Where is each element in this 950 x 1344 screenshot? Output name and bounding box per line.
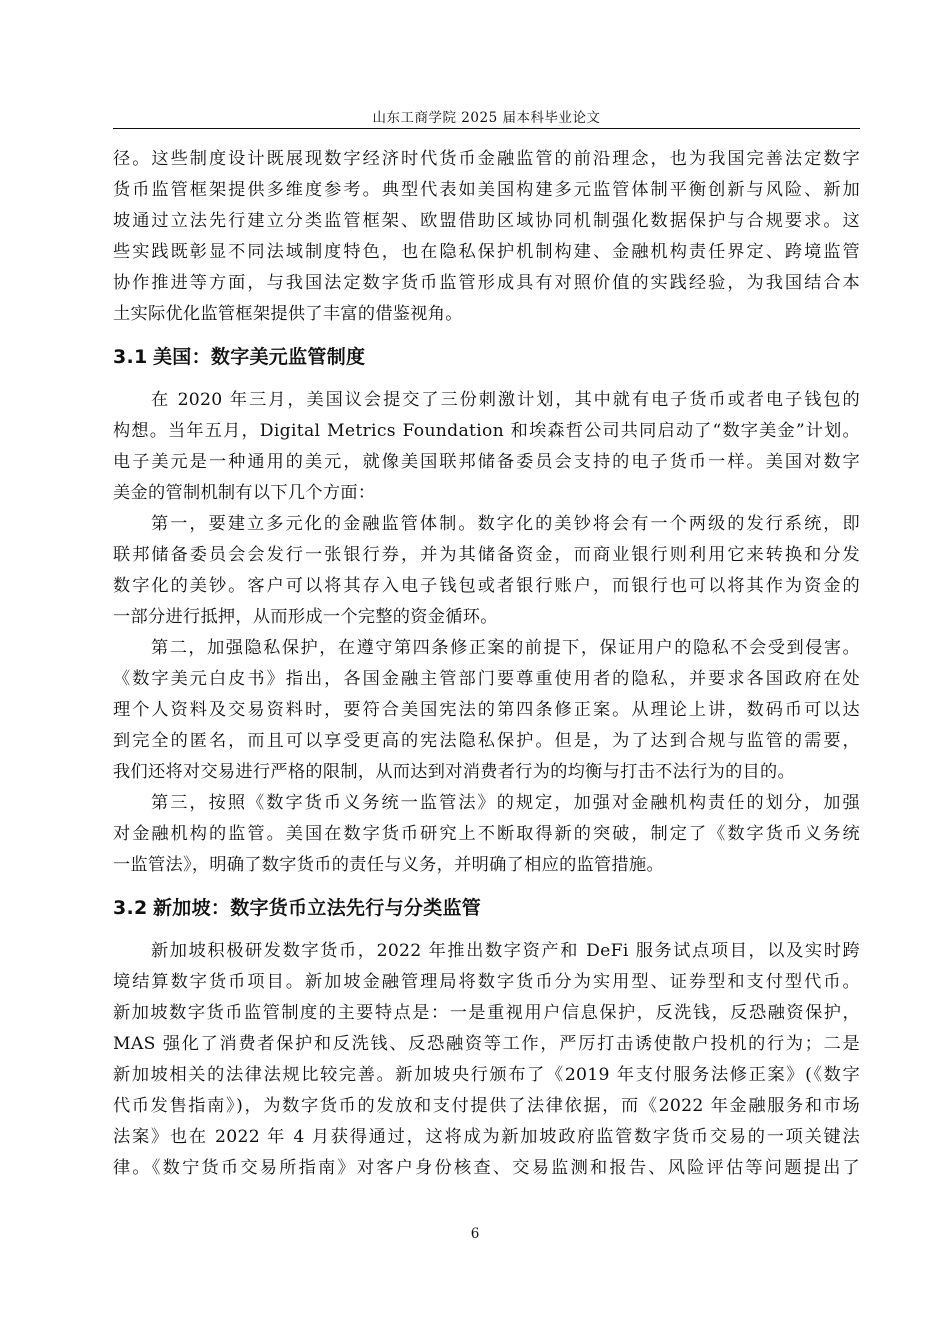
text-line: 新加坡数字货币监管制度的主要特点是：一是重视用户信息保护，反洗钱，反恐融资保护， — [113, 1003, 860, 1023]
text-line: 些实践既彰显不同法域制度特色，也在隐私保护机制构建、金融机构责任界定、跨境监管 — [113, 242, 860, 262]
text-line: 一部分进行抵押，从而形成一个完整的资金循环。 — [113, 607, 498, 627]
text-line: MAS 强化了消费者保护和反洗钱、反恐融资等工作，严厉打击诱使散户投机的行为；二是 — [113, 1034, 860, 1054]
page-number: 6 — [470, 1226, 480, 1242]
text-line: 第一，要建立多元化的金融监管体制。数字化的美钞将会有一个两级的发行系统，即 — [151, 514, 860, 534]
header-divider — [113, 128, 860, 129]
text-line: 法案》也在 2022 年 4 月获得通过，这将成为新加坡政府监管数字货币交易的一项关键法 — [113, 1127, 860, 1147]
section-title: 新加坡：数字货币立法先行与分类监管 — [153, 897, 482, 919]
section-title: 美国：数字美元监管制度 — [153, 346, 366, 368]
body-text — [113, 144, 860, 1184]
text-line: 协作推进等方面，与我国法定数字货币监管形成具有对照价值的实践经验，为我国结合本 — [113, 273, 860, 293]
section-heading-3-1 — [113, 330, 860, 385]
text-line: 货币监管框架提供多维度参考。典型代表如美国构建多元监管体制平衡创新与风险、新加 — [113, 180, 860, 200]
text-line: 坡通过立法先行建立分类监管框架、欧盟借助区域协同机制强化数据保护与合规要求。这 — [113, 211, 860, 231]
running-header: 山东工商学院 2025 届本科毕业论文 — [372, 110, 601, 126]
text-line: 第三，按照《数字货币义务统一监管法》的规定，加强对金融机构责任的划分，加强 — [151, 793, 860, 813]
text-line: 律。《数宁货币交易所指南》对客户身份核查、交易监测和报告、风险评估等问题提出了 — [113, 1158, 860, 1178]
paragraph — [113, 936, 860, 1184]
text-line: 对金融机构的监管。美国在数字货币研究上不断取得新的突破，制定了《数字货币义务统 — [113, 824, 860, 844]
section-number: 3.1 — [113, 346, 148, 368]
text-line: 土实际优化监管框架提供了丰富的借鉴视角。 — [113, 304, 463, 324]
text-line: 构想。当年五月，Digital Metrics Foundation 和埃森哲公司共同启动了“数字美金”计划。 — [113, 421, 860, 441]
text-line: 到完全的匿名，而且可以享受更高的宪法隐私保护。但是，为了达到合规与监管的需要， — [113, 731, 860, 751]
text-line: 径。这些制度设计既展现数字经济时代货币金融监管的前沿理念，也为我国完善法定数字 — [113, 149, 860, 169]
text-line: 境结算数字货币项目。新加坡金融管理局将数字货币分为实用型、证券型和支付型代币。 — [113, 972, 860, 992]
text-line: 联邦储备委员会会发行一张银行券，并为其储备资金，而商业银行则利用它来转换和分发 — [113, 545, 860, 565]
text-line: 一监管法》，明确了数字货币的责任与义务，并明确了相应的监管措施。 — [113, 855, 665, 875]
section-heading-3-2 — [113, 881, 860, 936]
text-line: 我们还将对交易进行严格的限制，从而达到对消费者行为的均衡与打击不法行为的目的。 — [113, 762, 796, 782]
text-line: 电子美元是一种通用的美元，就像美国联邦储备委员会支持的电子货币一样。美国对数字 — [113, 452, 860, 472]
section-number: 3.2 — [113, 897, 148, 919]
text-line: 第二，加强隐私保护，在遵守第四条修正案的前提下，保证用户的隐私不会受到侵害。 — [151, 638, 860, 658]
text-line: 美金的管制机制有以下几个方面： — [113, 483, 376, 503]
text-line: 理个人资料及交易资料时，要符合美国宪法的第四条修正案。从理论上讲，数码币可以达 — [113, 700, 860, 720]
paragraph — [113, 509, 860, 633]
text-line: 新加坡相关的法律法规比较完善。新加坡央行颁布了《2019 年支付服务法修正案》(《数字 — [113, 1065, 860, 1085]
text-line: 代币发售指南》)，为数字货币的发放和支付提供了法律依据，而《2022 年金融服务和市场 — [113, 1096, 860, 1116]
text-line: 新加坡积极研发数字货币，2022 年推出数字资产和 DeFi 服务试点项目，以及实时跨 — [151, 941, 860, 961]
intro-paragraph — [113, 144, 860, 330]
paragraph — [113, 788, 860, 881]
paragraph — [113, 633, 860, 788]
text-line: 在 2020 年三月，美国议会提交了三份刺激计划，其中就有电子货币或者电子钱包的 — [151, 390, 860, 410]
text-line: 数字化的美钞。客户可以将其存入电子钱包或者银行账户，而银行也可以将其作为资金的 — [113, 576, 860, 596]
text-line: 《数字美元白皮书》指出，各国金融主管部门要尊重使用者的隐私，并要求各国政府在处 — [113, 669, 860, 689]
paragraph — [113, 385, 860, 509]
